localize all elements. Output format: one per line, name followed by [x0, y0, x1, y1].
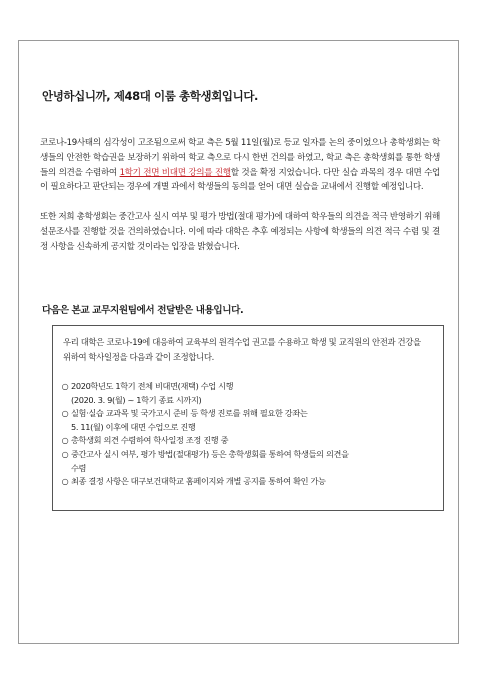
list-item-continuation: 수렴: [71, 462, 87, 473]
circle-bullet-icon: ○: [61, 382, 69, 391]
circle-bullet-icon: ○: [61, 409, 69, 419]
list-item-text: 2020학년도 1학기 전체 비대면(재택) 수업 시행: [71, 381, 234, 391]
list-item: [59, 448, 439, 475]
list-item-continuation: (2020. 3. 9(월) ~ 1학기 종료 시까지): [71, 394, 202, 405]
notice-intro: 우리 대학은 코로나-19에 대응하여 교육부의 원격수업 권고를 수용하고 학생 및 교직원의 안전과 건강을 위하여 학사일정을 다음과 같이 조정합니다.: [63, 337, 421, 362]
circle-bullet-icon: ○: [61, 436, 69, 446]
list-item-continuation: 5. 11(월) 이후에 대면 수업으로 진행: [71, 421, 196, 432]
list-item-text: 실험·실습 교과목 및 국가고시 준비 등 학생 진로를 위해 필요한 강좌는: [71, 408, 308, 419]
paragraph-1: [40, 136, 440, 195]
headline: 안녕하십니까, 제48대 이룸 총학생회입니다.: [42, 89, 259, 103]
highlighted-phrase: 1학기 전면 비대면 강의를 진행: [119, 167, 231, 178]
paragraph-2: 또한 저희 총학생회는 중간고사 실시 여부 및 평가 방법(절대 평가)에 대하여 학우들의 의견을 적극 반영하기 위해 설문조사를 진행할 것을 건의하였습니다. 이에 따라 대학은 추후 예정되는 사항에 학생들의 의견 적극 수렴 및 결정 사항을 신속하게 공지할 것이라는 입장을 밝혔습니다.: [40, 212, 440, 252]
notice-box: [52, 325, 444, 511]
list-item: [59, 434, 439, 448]
list-item-text: 중간고사 실시 여부, 평가 방법(절대평가) 등은 총학생회를 통하여 학생들의 의견을: [71, 448, 349, 459]
list-item-text: 총학생회 의견 수렴하여 학사일정 조정 진행 중: [71, 435, 229, 446]
paragraph-1-text-b: 할 것을 확정 지었습니다. 다만 실습 과목의 경우 대면 수업이 필요하다고 판단되는 경우에 개별 과에서 학생들의 동의를 얻어 대면 실습을 교내에서 진행할 예정입니다.: [40, 167, 440, 193]
list-item: [59, 475, 439, 489]
circle-bullet-icon: ○: [61, 449, 69, 459]
circle-bullet-icon: ○: [61, 477, 69, 487]
list-item: [59, 407, 439, 434]
list-item-text: 최종 결정 사항은 대구보건대학교 홈페이지와 개별 공지를 통하여 확인 가능: [71, 476, 326, 487]
section-subheading: 다음은 본교 교무지원팀에서 전달받은 내용입니다.: [42, 305, 244, 316]
notice-list: [59, 380, 439, 489]
list-item: [59, 380, 439, 407]
paragraph-1-text-a: 코로나-19사태의 심각성이 고조됨으로써 학교 측은 5월 11일(월)로 등교 일자를 논의 중이었으나 총학생회는 학생들의 안전한 학습권을 보장하기 위하여 학교 측으로 다시 한번 건의를 하였고, 학교 측은 총학생회를 통한 학생들의 의견을 수렴하여: [40, 138, 440, 178]
